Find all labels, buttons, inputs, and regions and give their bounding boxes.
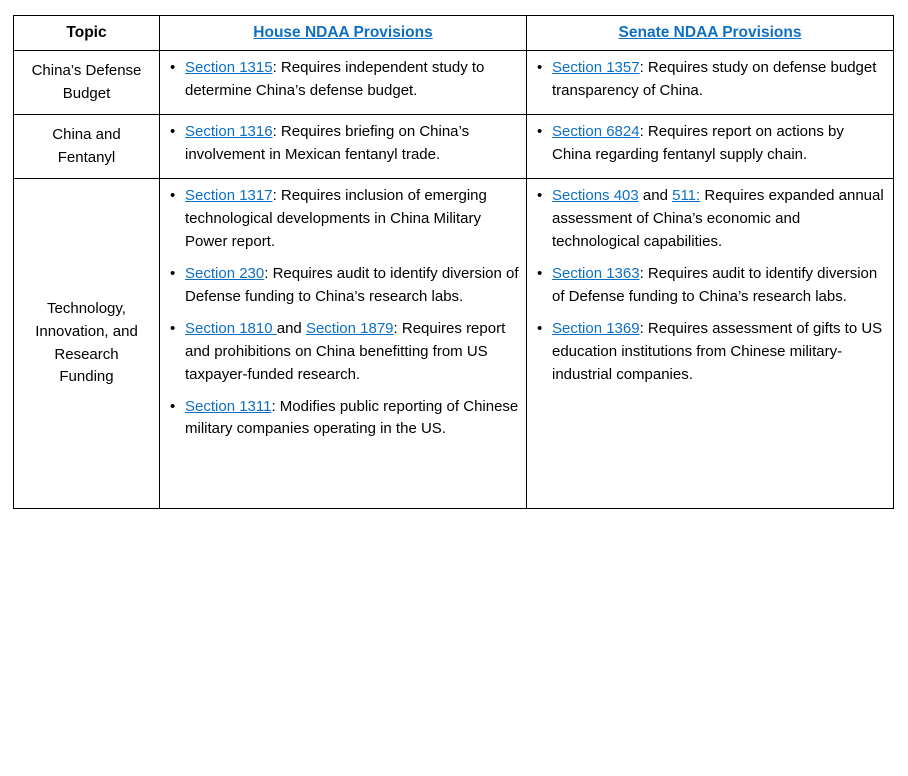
provision-text: : Requires audit to identify diversion of Defense funding to China’s research labs. <box>185 264 519 305</box>
provision-text: : Modifies public reporting of Chinese military companies operating in the US. <box>185 397 519 438</box>
provision-text: : Requires report on actions by China regarding fentanyl supply chain. <box>552 123 844 163</box>
bullet-item <box>535 263 887 309</box>
section-link[interactable]: Section 1363 <box>552 264 640 282</box>
topic-line: China and <box>52 125 121 143</box>
section-link[interactable]: Section 6824 <box>552 123 640 140</box>
section-link[interactable]: 511: <box>672 187 701 204</box>
table-header-row <box>14 16 894 51</box>
section-link[interactable]: Section 1316 <box>185 123 273 140</box>
provision-text: : Requires independent study to determine China’s defense budget. <box>185 59 485 99</box>
house-provisions-cell <box>160 179 527 509</box>
bullet-list <box>168 121 520 167</box>
section-link[interactable]: Section 230 <box>185 264 265 282</box>
provision-text: : Requires inclusion of emerging technological developments in China Military Power report. <box>185 187 487 250</box>
bullet-item <box>535 121 887 167</box>
section-link[interactable]: Section 1879 <box>305 319 394 337</box>
section-link[interactable]: Section 1810 <box>185 319 277 337</box>
table-row <box>14 115 894 179</box>
column-header-house-link[interactable]: House NDAA Provisions <box>160 16 527 51</box>
topic-cell <box>14 51 160 115</box>
bullet-item <box>168 396 520 442</box>
bullet-list <box>168 185 520 441</box>
section-link[interactable]: Section 1357 <box>552 59 640 76</box>
bullet-list <box>535 121 887 167</box>
provision-text: : Requires study on defense budget transparency of China. <box>552 59 877 99</box>
section-link[interactable]: Section 1311 <box>185 397 272 415</box>
section-link[interactable]: Section 1315 <box>185 59 273 76</box>
topic-line: Research <box>54 345 119 363</box>
topic-line: Technology, <box>47 299 126 317</box>
senate-provisions-cell <box>527 179 894 509</box>
bullet-item <box>168 57 520 103</box>
table-row <box>14 51 894 115</box>
house-provisions-cell <box>160 51 527 115</box>
topic-cell <box>14 115 160 179</box>
section-link[interactable]: Section 1369 <box>552 319 640 337</box>
bullet-list <box>535 57 887 103</box>
topic-line: Innovation, and <box>35 322 138 340</box>
senate-provisions-cell <box>527 115 894 179</box>
provision-text: : Requires report and prohibitions on China benefitting from US taxpayer-funded research. <box>185 319 506 383</box>
bullet-list <box>168 57 520 103</box>
senate-provisions-cell <box>527 51 894 115</box>
topic-cell <box>14 179 160 509</box>
bullet-item <box>535 318 887 387</box>
provision-text: and <box>276 319 306 337</box>
provision-text: : Requires briefing on China’s involvement in Mexican fentanyl trade. <box>185 123 470 163</box>
table-row <box>14 179 894 509</box>
bullet-item <box>535 57 887 103</box>
column-header-topic: Topic <box>14 16 160 51</box>
bullet-item <box>168 263 520 309</box>
provision-text: and <box>638 187 673 204</box>
topic-line: China’s Defense <box>31 61 142 79</box>
topic-line: Funding <box>59 368 114 386</box>
section-link[interactable]: Sections 403 <box>552 187 639 204</box>
bullet-list <box>535 185 887 387</box>
provision-text: : Requires audit to identify diversion of Defense funding to China’s research labs. <box>552 264 878 305</box>
bullet-item <box>168 121 520 167</box>
column-header-senate-link[interactable]: Senate NDAA Provisions <box>527 16 894 51</box>
bullet-item <box>168 318 520 387</box>
provision-text: Requires expanded annual assessment of China’s economic and technological capabilities. <box>552 187 884 250</box>
house-provisions-cell <box>160 115 527 179</box>
ndaa-comparison-table <box>13 15 894 509</box>
bullet-item <box>168 185 520 254</box>
topic-line: Budget <box>62 84 111 102</box>
topic-line: Fentanyl <box>57 148 116 166</box>
provision-text: : Requires assessment of gifts to US education institutions from Chinese military-industrial companies. <box>552 319 883 383</box>
section-link[interactable]: Section 1317 <box>185 187 273 204</box>
bullet-item <box>535 185 887 254</box>
